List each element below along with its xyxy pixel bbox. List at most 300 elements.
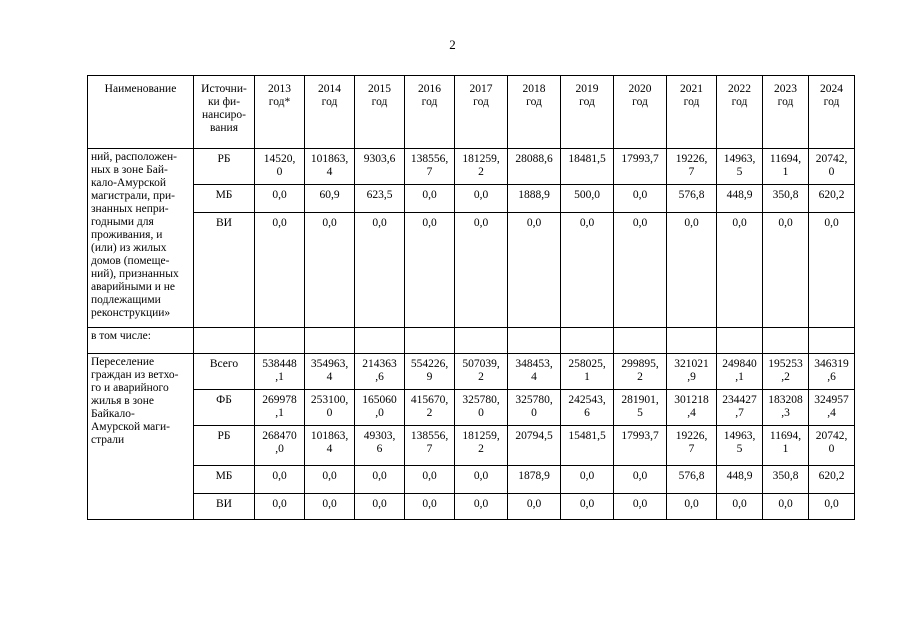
cell-value-line: 0: [276, 166, 283, 178]
cell-value: [667, 213, 717, 328]
cell-value-line: 0,0: [778, 498, 793, 510]
cell-value: [305, 149, 355, 185]
cell-value: [614, 426, 667, 466]
empty-cell: [561, 328, 614, 354]
cell-value-line: ,9: [687, 371, 696, 383]
cell-value-line: 0,0: [579, 498, 595, 510]
cell-value: [614, 354, 667, 390]
cell-value: [763, 354, 809, 390]
cell-value-line: 0,0: [632, 217, 648, 229]
row-name-line: ний), признанных: [91, 268, 179, 280]
header-year-unit: год*: [268, 96, 291, 108]
cell-value-line: 576,8: [678, 470, 705, 482]
cell-value-line: 1: [584, 371, 590, 383]
cell-value: [405, 185, 455, 213]
cell-value: [763, 494, 809, 520]
cell-value-line: 0,0: [632, 470, 648, 482]
table-row: [88, 390, 855, 426]
header-year: 2015: [368, 83, 391, 95]
row-name-line: знанных непри-: [91, 203, 169, 215]
header-year: 2013: [268, 83, 291, 95]
empty-cell: [508, 328, 561, 354]
cell-value: [717, 149, 763, 185]
cell-value-line: ,1: [275, 371, 284, 383]
cell-value-line: 448,9: [726, 470, 753, 482]
cell-value-line: ,1: [735, 371, 744, 383]
cell-value-line: 0,0: [526, 498, 542, 510]
cell-value: [809, 185, 855, 213]
cell-value: [508, 213, 561, 328]
cell-value: [405, 494, 455, 520]
row-name-line: ний, расположен-: [91, 151, 178, 163]
cell-value: [255, 466, 305, 494]
header-year-unit: год: [321, 96, 338, 108]
cell-value: [255, 390, 305, 426]
cell-value-line: ,0: [275, 443, 284, 455]
cell-value-line: 1878,9: [518, 470, 550, 482]
cell-value: [355, 390, 405, 426]
row-name-line: (или) из жилых: [91, 242, 167, 254]
row-name-line: магистрали, при-: [91, 190, 175, 202]
cell-value: [717, 494, 763, 520]
cell-value: [809, 390, 855, 426]
cell-value-line: 4: [326, 166, 333, 178]
cell-value: [717, 466, 763, 494]
cell-value: [508, 185, 561, 213]
cell-value-line: ,6: [375, 371, 384, 383]
cell-value: [305, 213, 355, 328]
header-year: 2018: [522, 83, 546, 95]
cell-value-line: 17993,7: [621, 430, 659, 442]
cell-value-line: 19226,: [675, 430, 708, 442]
cell-value: [255, 494, 305, 520]
cell-value-line: 325780,: [515, 394, 553, 406]
cell-value-line: 0,0: [632, 189, 648, 201]
cell-value-line: 299895,: [621, 358, 659, 370]
empty-cell: [255, 328, 305, 354]
cell-value-line: 7: [688, 443, 695, 455]
cell-value-line: 2: [478, 166, 484, 178]
funding-source: Всего: [194, 354, 255, 390]
cell-value: [809, 354, 855, 390]
cell-value: [305, 354, 355, 390]
cell-value: [355, 213, 405, 328]
cell-value-line: 1: [782, 166, 789, 178]
cell-value: [255, 354, 305, 390]
cell-value-line: 0,0: [372, 498, 387, 510]
cell-value-line: 49303,: [363, 430, 396, 442]
funding-source: ВИ: [194, 494, 255, 520]
header-year-2014: [305, 76, 355, 149]
cell-value: [809, 426, 855, 466]
cell-value-line: 281901,: [621, 394, 659, 406]
header-year-unit: год: [731, 96, 748, 108]
cell-value-line: 0: [326, 407, 333, 419]
cell-value: [355, 185, 405, 213]
cell-value-line: 0,0: [824, 217, 839, 229]
cell-value: [561, 390, 614, 426]
empty-cell: [667, 328, 717, 354]
cell-value-line: 165060: [362, 394, 397, 406]
cell-value: [405, 466, 455, 494]
cell-value-line: 1: [782, 443, 789, 455]
cell-value-line: 2: [478, 371, 484, 383]
header-source-line: ки фи-: [207, 96, 241, 108]
cell-value-line: 0,0: [422, 498, 437, 510]
cell-value: [305, 426, 355, 466]
header-year-unit: год: [526, 96, 542, 108]
cell-value-line: 448,9: [726, 189, 753, 201]
cell-value-line: 7: [688, 166, 695, 178]
row-name: [88, 354, 194, 520]
cell-value-line: 350,8: [772, 189, 799, 201]
cell-value-line: ,2: [781, 371, 790, 383]
cell-value-line: 138556,: [410, 153, 449, 165]
row-name-line: аварийными и не: [91, 281, 176, 293]
cell-value-line: 0,0: [272, 189, 287, 201]
cell-value-line: 0,0: [272, 217, 287, 229]
cell-value: [614, 390, 667, 426]
funding-source: РБ: [194, 149, 255, 185]
cell-value-line: 9303,6: [363, 153, 396, 165]
cell-value-line: 14963,: [723, 153, 756, 165]
cell-value-line: 0,0: [473, 189, 489, 201]
cell-value: [667, 466, 717, 494]
cell-value: [614, 149, 667, 185]
cell-value-line: 7: [426, 166, 433, 178]
cell-value-line: 20794,5: [515, 430, 553, 442]
cell-value-line: 214363: [362, 358, 397, 370]
header-year-unit: год: [421, 96, 438, 108]
cell-value-line: 14963,: [723, 430, 756, 442]
cell-value: [255, 149, 305, 185]
cell-value-line: ,6: [827, 371, 836, 383]
cell-value: [763, 213, 809, 328]
funding-source: ФБ: [194, 390, 255, 426]
cell-value: [717, 354, 763, 390]
cell-value-line: 17993,7: [621, 153, 659, 165]
cell-value-line: 350,8: [772, 470, 799, 482]
table-row: [88, 494, 855, 520]
table-row: [88, 213, 855, 328]
cell-value-line: 0: [828, 443, 835, 455]
row-name-line: кало-Амурской: [91, 177, 167, 189]
including-row: [88, 328, 855, 354]
cell-value-line: 321021: [674, 358, 709, 370]
row-name-line: го и аварийного: [91, 382, 169, 394]
cell-value-line: 9: [426, 371, 433, 383]
table-row: [88, 426, 855, 466]
cell-value: [405, 390, 455, 426]
header-year-2017: [455, 76, 508, 149]
cell-value-line: 620,2: [818, 470, 845, 482]
cell-value: [561, 466, 614, 494]
cell-value-line: 0,0: [732, 217, 747, 229]
cell-value-line: 500,0: [574, 189, 600, 201]
header-year-2019: [561, 76, 614, 149]
cell-value-line: 0,0: [322, 470, 337, 482]
cell-value-line: 620,2: [818, 189, 845, 201]
cell-value-line: 101863,: [310, 430, 349, 442]
cell-value-line: 0,0: [684, 217, 699, 229]
cell-value: [508, 494, 561, 520]
table-row: [88, 354, 855, 390]
cell-value: [667, 149, 717, 185]
cell-value-line: 181259,: [462, 430, 500, 442]
table-row: [88, 185, 855, 213]
header-year: 2019: [575, 83, 599, 95]
header-name: Наименование: [88, 76, 194, 149]
cell-value-line: 0,0: [632, 498, 648, 510]
cell-value: [455, 213, 508, 328]
cell-value-line: 0,0: [778, 217, 793, 229]
cell-value: [667, 185, 717, 213]
row-name-line: проживания, и: [91, 229, 163, 241]
cell-value-line: 6: [584, 407, 590, 419]
funding-source: МБ: [194, 185, 255, 213]
cell-value-line: 234427: [722, 394, 757, 406]
cell-value-line: 0,0: [422, 189, 437, 201]
cell-value-line: 2: [426, 407, 433, 419]
cell-value: [763, 426, 809, 466]
cell-value-line: 195253: [768, 358, 803, 370]
header-source-line: нансиро-: [201, 109, 246, 121]
cell-value-line: ,0: [375, 407, 384, 419]
cell-value-line: 623,5: [366, 189, 393, 201]
cell-value-line: 324957: [814, 394, 849, 406]
cell-value-line: 14520,: [263, 153, 296, 165]
header-year-2015: [355, 76, 405, 149]
cell-value-line: 0: [478, 407, 484, 419]
cell-value-line: 507039,: [462, 358, 500, 370]
header-year-2022: [717, 76, 763, 149]
cell-value-line: 4: [326, 443, 333, 455]
cell-value-line: 0,0: [473, 217, 489, 229]
cell-value: [255, 185, 305, 213]
header-year-unit: год: [579, 96, 595, 108]
cell-value: [561, 185, 614, 213]
cell-value: [763, 185, 809, 213]
cell-value-line: 0,0: [684, 498, 699, 510]
header-row: [88, 76, 855, 149]
row-name-line: Байкало-: [91, 408, 135, 420]
cell-value: [305, 466, 355, 494]
cell-value-line: 0,0: [526, 217, 542, 229]
financing-table: [87, 75, 855, 520]
header-year: 2014: [318, 83, 341, 95]
cell-value: [255, 426, 305, 466]
cell-value-line: 5: [637, 407, 643, 419]
header-year-2013: [255, 76, 305, 149]
cell-value-line: 0,0: [322, 217, 337, 229]
cell-value: [405, 149, 455, 185]
cell-value: [809, 466, 855, 494]
cell-value: [355, 354, 405, 390]
cell-value-line: 20742,: [815, 430, 848, 442]
cell-value-line: 11694,: [769, 153, 802, 165]
header-year: 2022: [728, 83, 751, 95]
cell-value: [455, 426, 508, 466]
cell-value-line: 415670,: [410, 394, 449, 406]
cell-value: [561, 426, 614, 466]
cell-value: [561, 213, 614, 328]
cell-value-line: 15481,5: [568, 430, 606, 442]
cell-value-line: 0,0: [473, 470, 489, 482]
cell-value: [667, 390, 717, 426]
row-name-line: жилья в зоне: [91, 395, 155, 407]
cell-value: [717, 390, 763, 426]
cell-value: [561, 494, 614, 520]
header-year-2024: [809, 76, 855, 149]
empty-cell: [809, 328, 855, 354]
cell-value-line: 2: [637, 371, 643, 383]
row-name-line: Амурской маги-: [91, 421, 170, 433]
header-year: 2021: [680, 83, 703, 95]
empty-cell: [194, 328, 255, 354]
header-year: 2017: [469, 83, 493, 95]
cell-value: [614, 494, 667, 520]
empty-cell: [763, 328, 809, 354]
header-year-unit: год: [823, 96, 840, 108]
cell-value-line: 181259,: [462, 153, 500, 165]
cell-value: [809, 213, 855, 328]
header-year-unit: год: [632, 96, 648, 108]
header-year: 2023: [774, 83, 797, 95]
cell-value-line: 0,0: [732, 498, 747, 510]
cell-value-line: 0,0: [422, 217, 437, 229]
cell-value-line: 0: [828, 166, 835, 178]
cell-value-line: 19226,: [675, 153, 708, 165]
cell-value: [355, 466, 405, 494]
cell-value: [305, 185, 355, 213]
empty-cell: [405, 328, 455, 354]
cell-value: [455, 354, 508, 390]
cell-value: [763, 466, 809, 494]
header-year: 2024: [820, 83, 843, 95]
cell-value-line: 4: [531, 371, 537, 383]
funding-source: ВИ: [194, 213, 255, 328]
cell-value-line: 0,0: [322, 498, 337, 510]
empty-cell: [614, 328, 667, 354]
empty-cell: [305, 328, 355, 354]
cell-value: [717, 213, 763, 328]
cell-value-line: 0,0: [579, 470, 595, 482]
row-name-line: домов (помеще-: [91, 255, 170, 267]
table-row: [88, 466, 855, 494]
cell-value-line: 0,0: [579, 217, 595, 229]
cell-value-line: 538448: [262, 358, 297, 370]
cell-value-line: 60,9: [319, 189, 340, 201]
funding-source: МБ: [194, 466, 255, 494]
header-source: [194, 76, 255, 149]
header-year-2020: [614, 76, 667, 149]
cell-value-line: 346319: [814, 358, 849, 370]
row-name-line: Переселение: [91, 356, 155, 368]
cell-value-line: 6: [376, 443, 383, 455]
header-year-unit: год: [683, 96, 700, 108]
cell-value: [305, 390, 355, 426]
cell-value: [667, 354, 717, 390]
header-year-unit: год: [473, 96, 489, 108]
cell-value-line: 0,0: [372, 217, 387, 229]
header-year-2018: [508, 76, 561, 149]
cell-value-line: 253100,: [310, 394, 349, 406]
cell-value: [561, 149, 614, 185]
header-year-2023: [763, 76, 809, 149]
header-year: 2016: [418, 83, 441, 95]
cell-value-line: 138556,: [410, 430, 449, 442]
cell-value-line: 249840: [722, 358, 757, 370]
cell-value: [405, 213, 455, 328]
cell-value: [763, 149, 809, 185]
cell-value: [508, 426, 561, 466]
cell-value: [717, 426, 763, 466]
cell-value: [614, 213, 667, 328]
cell-value: [455, 149, 508, 185]
cell-value-line: 0: [531, 407, 537, 419]
empty-cell: [717, 328, 763, 354]
cell-value: [355, 426, 405, 466]
cell-value: [508, 149, 561, 185]
cell-value-line: 0,0: [422, 470, 437, 482]
cell-value-line: 0,0: [473, 498, 489, 510]
cell-value: [717, 185, 763, 213]
cell-value: [355, 149, 405, 185]
cell-value-line: 1888,9: [518, 189, 550, 201]
cell-value-line: ,4: [827, 407, 836, 419]
header-year-unit: год: [777, 96, 794, 108]
cell-value: [614, 466, 667, 494]
cell-value-line: 0,0: [272, 470, 287, 482]
cell-value: [508, 354, 561, 390]
cell-value: [305, 494, 355, 520]
cell-value: [405, 426, 455, 466]
cell-value: [455, 466, 508, 494]
cell-value-line: 0,0: [824, 498, 839, 510]
cell-value: [455, 494, 508, 520]
header-year: 2020: [628, 83, 652, 95]
cell-value-line: ,3: [781, 407, 790, 419]
cell-value-line: 11694,: [769, 430, 802, 442]
cell-value-line: 354963,: [310, 358, 349, 370]
empty-cell: [355, 328, 405, 354]
row-name-line: граждан из ветхо-: [91, 369, 179, 381]
cell-value-line: 0,0: [272, 498, 287, 510]
cell-value-line: 0,0: [372, 470, 387, 482]
cell-value-line: ,7: [735, 407, 744, 419]
cell-value: [405, 354, 455, 390]
row-name-line: подлежащими: [91, 294, 161, 306]
cell-value-line: 258025,: [568, 358, 606, 370]
header-year-2016: [405, 76, 455, 149]
cell-value-line: 20742,: [815, 153, 848, 165]
cell-value-line: 268470: [262, 430, 297, 442]
cell-value: [508, 390, 561, 426]
cell-value: [809, 494, 855, 520]
funding-source: РБ: [194, 426, 255, 466]
cell-value-line: ,1: [275, 407, 284, 419]
cell-value: [667, 494, 717, 520]
cell-value-line: 242543,: [568, 394, 606, 406]
cell-value-line: 28088,6: [515, 153, 553, 165]
cell-value: [355, 494, 405, 520]
header-source-line: Источни-: [201, 83, 247, 95]
cell-value-line: 101863,: [310, 153, 349, 165]
cell-value-line: 325780,: [462, 394, 500, 406]
cell-value-line: 348453,: [515, 358, 553, 370]
cell-value-line: 7: [426, 443, 433, 455]
row-name: [88, 149, 194, 328]
